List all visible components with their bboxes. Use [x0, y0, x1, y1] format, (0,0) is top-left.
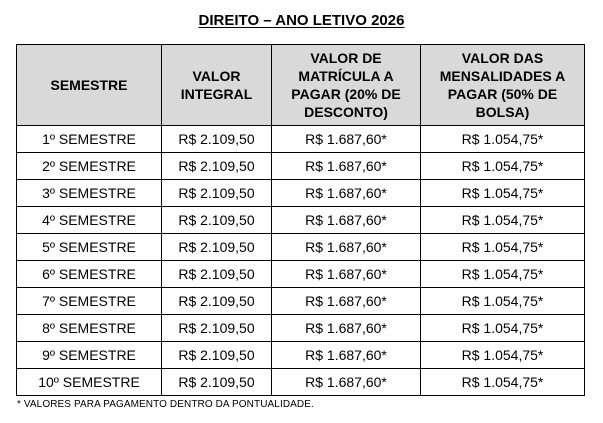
table-row	[17, 261, 585, 288]
valor-matricula-cell: R$ 1.687,60*	[272, 153, 421, 180]
header-semestre: SEMESTRE	[17, 45, 162, 126]
table-header-row	[17, 45, 585, 126]
valor-matricula-cell: R$ 1.687,60*	[272, 234, 421, 261]
valor-mensalidade-cell: R$ 1.054,75*	[421, 180, 585, 207]
semestre-cell: 4º SEMESTRE	[17, 207, 162, 234]
semestre-cell: 2º SEMESTRE	[17, 153, 162, 180]
table-row	[17, 234, 585, 261]
valor-matricula-cell: R$ 1.687,60*	[272, 126, 421, 153]
valor-integral-cell: R$ 2.109,50	[162, 315, 272, 342]
tuition-table	[16, 44, 585, 396]
valor-mensalidade-cell: R$ 1.054,75*	[421, 126, 585, 153]
table-row	[17, 126, 585, 153]
semestre-cell: 3º SEMESTRE	[17, 180, 162, 207]
table-row	[17, 180, 585, 207]
semestre-cell: 7º SEMESTRE	[17, 288, 162, 315]
valor-integral-cell: R$ 2.109,50	[162, 369, 272, 396]
valor-mensalidade-cell: R$ 1.054,75*	[421, 234, 585, 261]
valor-integral-cell: R$ 2.109,50	[162, 342, 272, 369]
valor-mensalidade-cell: R$ 1.054,75*	[421, 261, 585, 288]
semestre-cell: 10º SEMESTRE	[17, 369, 162, 396]
table-row	[17, 369, 585, 396]
valor-integral-cell: R$ 2.109,50	[162, 180, 272, 207]
valor-mensalidade-cell: R$ 1.054,75*	[421, 342, 585, 369]
table-row	[17, 315, 585, 342]
valor-matricula-cell: R$ 1.687,60*	[272, 369, 421, 396]
valor-matricula-cell: R$ 1.687,60*	[272, 180, 421, 207]
semestre-cell: 5º SEMESTRE	[17, 234, 162, 261]
valor-integral-cell: R$ 2.109,50	[162, 207, 272, 234]
footnote: * VALORES PARA PAGAMENTO DENTRO DA PONTUALIDADE.	[17, 399, 314, 410]
table-row	[17, 342, 585, 369]
semestre-cell: 9º SEMESTRE	[17, 342, 162, 369]
valor-integral-cell: R$ 2.109,50	[162, 261, 272, 288]
valor-mensalidade-cell: R$ 1.054,75*	[421, 369, 585, 396]
valor-matricula-cell: R$ 1.687,60*	[272, 315, 421, 342]
valor-mensalidade-cell: R$ 1.054,75*	[421, 315, 585, 342]
valor-matricula-cell: R$ 1.687,60*	[272, 261, 421, 288]
header-valor-matricula: VALOR DE MATRÍCULA A PAGAR (20% DE DESCONTO)	[272, 45, 421, 126]
table-row	[17, 288, 585, 315]
table-row	[17, 153, 585, 180]
valor-matricula-cell: R$ 1.687,60*	[272, 288, 421, 315]
valor-matricula-cell: R$ 1.687,60*	[272, 207, 421, 234]
header-valor-integral: VALOR INTEGRAL	[162, 45, 272, 126]
valor-integral-cell: R$ 2.109,50	[162, 288, 272, 315]
semestre-cell: 1º SEMESTRE	[17, 126, 162, 153]
semestre-cell: 6º SEMESTRE	[17, 261, 162, 288]
valor-mensalidade-cell: R$ 1.054,75*	[421, 288, 585, 315]
valor-mensalidade-cell: R$ 1.054,75*	[421, 153, 585, 180]
semestre-cell: 8º SEMESTRE	[17, 315, 162, 342]
header-valor-mensalidades: VALOR DAS MENSALIDADES A PAGAR (50% DE BOLSA)	[421, 45, 585, 126]
valor-integral-cell: R$ 2.109,50	[162, 153, 272, 180]
valor-integral-cell: R$ 2.109,50	[162, 234, 272, 261]
valor-matricula-cell: R$ 1.687,60*	[272, 342, 421, 369]
table-row	[17, 207, 585, 234]
document-title: DIREITO – ANO LETIVO 2026	[198, 12, 405, 29]
valor-integral-cell: R$ 2.109,50	[162, 126, 272, 153]
valor-mensalidade-cell: R$ 1.054,75*	[421, 207, 585, 234]
